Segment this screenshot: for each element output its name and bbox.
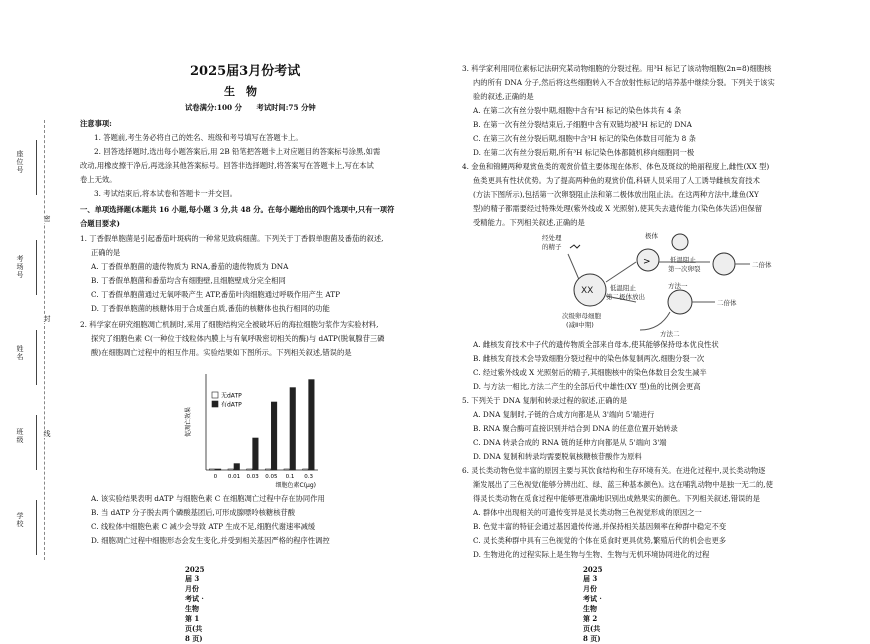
q6-option-d[interactable]: D. 生物进化的过程实际上是生物与生物、生物与无机环境协同进化的过程 bbox=[473, 550, 710, 559]
method1-label: 方法一 bbox=[668, 282, 688, 290]
q2-stem: 2. 科学家在研究细胞凋亡机制时,采用了细胞结构完全被破坏后的海拉细胞匀浆作为实验材料, bbox=[80, 320, 379, 329]
q4-stem: 鱼类更具有性状优势。为了提高两种鱼的观赏价值,科研人员采用了人工诱导雌核发育技术 bbox=[473, 176, 760, 185]
q2-option-a[interactable]: A. 该实验结果表明 dATP 与细胞色素 C 在细胞凋亡过程中存在协同作用 bbox=[91, 494, 325, 503]
q6-stem: 渐发展出了三色视觉(能够分辨出红、绿、蓝三种基本颜色)。这在哺乳动物中是独一无二的,使 bbox=[473, 480, 773, 489]
arrow-method2 bbox=[640, 312, 670, 330]
q2-option-c[interactable]: C. 线粒体中细胞色素 C 减少会导致 ATP 生成不足,细胞代谢速率减缓 bbox=[91, 522, 316, 531]
q5-option-b[interactable]: B. RNA 聚合酶可直接识别并结合到 DNA 的任意位置开始转录 bbox=[473, 424, 678, 433]
q4-stem: (方法下图所示),包括第一次卵裂阻止法和第二极体放出阻止法。在这两种方法中,雄鱼(XY bbox=[473, 190, 759, 199]
name-blank[interactable] bbox=[36, 330, 37, 385]
binding-margin bbox=[0, 0, 60, 615]
q3-option-d[interactable]: D. 在第二次有丝分裂后期,所有³H 标记染色体都随机移向细胞同一极 bbox=[473, 148, 695, 157]
note-line: 改动,用橡皮擦干净后,再选涂其他答案标号。回答非选择题时,将答案写在答题卡上,写在本试 bbox=[80, 161, 374, 170]
legend-label: 无dATP bbox=[221, 392, 242, 400]
q5-stem: 5. 下列关于 DNA 复制和转录过程的叙述,正确的是 bbox=[462, 396, 628, 405]
q3-stem: 3. 科学家利用同位素标记法研究某动物细胞的分裂过程。用³H 标记了该动物细胞(2n=8)细胞核 bbox=[462, 64, 772, 73]
apoptosis-bar-chart bbox=[180, 362, 330, 492]
bar-no-datp bbox=[247, 469, 253, 470]
q3-stem: 内的所有 DNA 分子,然后将这些细胞转入不含放射性标记的培养基中继续分裂。下列关于该实 bbox=[473, 78, 775, 87]
x-tick-label: 0.03 bbox=[246, 474, 259, 480]
notes-heading: 注意事项: bbox=[80, 119, 112, 128]
seal-char-feng: 封 bbox=[43, 315, 51, 323]
gynogenesis-diagram bbox=[540, 230, 780, 338]
arrow-sperm bbox=[568, 254, 580, 282]
class-label: 班级 bbox=[16, 428, 24, 444]
footer-right: 2025 届 3 月份考试 · 生物 第 2 页(共 8 页) bbox=[583, 565, 604, 643]
x-tick-label: 0 bbox=[213, 474, 218, 480]
q1-stem: 1. 丁香假单胞菌是引起番茄叶斑病的一种常见致病细菌。下列关于丁香假单胞菌及番茄的叙述, bbox=[80, 234, 384, 243]
sperm-label: 的精子 bbox=[542, 243, 562, 251]
legend-swatch-with-datp bbox=[212, 401, 218, 407]
chromosome-icon: > bbox=[643, 257, 651, 267]
school-label: 学校 bbox=[16, 512, 24, 528]
x-axis-label: 细胞色素C(μg) bbox=[275, 482, 316, 489]
q6-stem: 6. 灵长类动物色觉丰富的原因主要与其饮食结构和生存环境有关。在进化过程中,灵长类动物逐 bbox=[462, 466, 766, 475]
q5-option-c[interactable]: C. DNA 转录合成的 RNA 链的延伸方向都是从 5'端向 3'端 bbox=[473, 438, 667, 447]
q2-stem: 探究了细胞色素 C(一种位于线粒体内膜上与有氧呼吸密切相关的酶)与 dATP(脱氧腺苷三磷 bbox=[91, 334, 385, 343]
q4-stem: 型)的精子都需要经过特殊处理(紫外线或 X 光照射),使其失去遗传能力(染色体失活)但保留 bbox=[473, 204, 763, 213]
q3-stem: 验的叙述,正确的是 bbox=[473, 92, 534, 101]
legend-label: 有dATP bbox=[221, 401, 242, 409]
bar-no-datp bbox=[303, 469, 309, 470]
q1-option-a[interactable]: A. 丁香假单胞菌的遗传物质为 RNA,番茄的遗传物质为 DNA bbox=[91, 262, 289, 271]
q4-option-a[interactable]: A. 雌核发育技术中子代的遗传物质全部来自母本,使其能够保持母本优良性状 bbox=[473, 340, 719, 349]
polar-body-label: 极体 bbox=[645, 232, 658, 240]
q3-option-c[interactable]: C. 在第三次有丝分裂后期,细胞中含³H 标记的染色体数目可能为 8 条 bbox=[473, 134, 696, 143]
note-line: 2. 回答选择题时,选出每小题答案后,用 2B 铅笔把答题卡上对应题目的答案标号涂黑,如需 bbox=[94, 147, 381, 156]
note-line: 3. 考试结束后,将本试卷和答题卡一并交回。 bbox=[94, 189, 237, 198]
q3-option-b[interactable]: B. 在第一次有丝分裂结束后,子细胞中含有双链均被³H 标记的 DNA bbox=[473, 120, 692, 129]
bar-no-datp bbox=[284, 469, 290, 470]
seat-number-label: 座位号 bbox=[16, 150, 24, 174]
block2-label: 低温阻止 bbox=[610, 284, 636, 292]
sperm-label: 经处理 bbox=[542, 234, 562, 242]
y-axis-label: 促凋亡效果 bbox=[185, 406, 192, 438]
q2-option-d[interactable]: D. 细胞凋亡过程中细胞形态会发生变化,并受到相关基因严格的程序性调控 bbox=[91, 536, 330, 545]
subject-title: 生 物 bbox=[224, 85, 257, 98]
q5-option-d[interactable]: D. DNA 复制和转录均需要脱氧核糖核苷酸作为原料 bbox=[473, 452, 642, 461]
x-tick-label: 0.01 bbox=[227, 474, 241, 480]
q1-stem: 正确的是 bbox=[91, 248, 121, 257]
bar-with-datp bbox=[309, 380, 315, 470]
footer-left: 2025 届 3 月份考试 · 生物 第 1 页(共 8 页) bbox=[185, 565, 206, 643]
school-blank[interactable] bbox=[36, 500, 37, 555]
bar-with-datp bbox=[234, 464, 240, 470]
bar-no-datp bbox=[265, 469, 271, 470]
q1-option-d[interactable]: D. 丁香假单胞菌的核糖体用于合成蛋白质,番茄的核糖体也执行相同的功能 bbox=[91, 304, 330, 313]
sperm-icon bbox=[570, 245, 580, 248]
seat-number-blank[interactable] bbox=[36, 140, 37, 195]
method2-label: 方法二 bbox=[660, 330, 680, 338]
bar-with-datp bbox=[271, 402, 277, 470]
section-heading: 合题目要求) bbox=[80, 219, 120, 228]
q4-stem: 受精能力。下列相关叙述,正确的是 bbox=[473, 218, 585, 227]
x-tick-label: 0.1 bbox=[285, 474, 295, 480]
diploid-cell-2 bbox=[668, 290, 692, 314]
exam-meta: 试卷满分:100 分 考试时间:75 分钟 bbox=[185, 103, 316, 112]
bar-with-datp bbox=[253, 438, 259, 470]
x-tick-label: 0.3 bbox=[304, 474, 314, 480]
q6-stem: 得灵长类动物在觅食过程中能够更准确地识别出成熟果实的颜色。下列相关叙述,错误的是 bbox=[473, 494, 760, 503]
diploid-cell-1 bbox=[713, 253, 735, 275]
q4-option-c[interactable]: C. 经过紫外线或 X 光照射后的精子,其细胞核中的染色体数目会发生减半 bbox=[473, 368, 707, 377]
oocyte-label: 次级卵母细胞 bbox=[562, 312, 601, 320]
bar-no-datp bbox=[209, 469, 215, 470]
section-heading: 一、单项选择题(本题共 16 小题,每小题 3 分,共 48 分。在每小题给出的四个选项中,只有一项符 bbox=[80, 205, 395, 214]
q5-option-a[interactable]: A. DNA 复制时,子链的合成方向都是从 3'端向 5'端进行 bbox=[473, 410, 655, 419]
result-label-1: 二倍体 bbox=[752, 261, 772, 269]
x-tick-label: 0.05 bbox=[265, 474, 278, 480]
block1-label: 第一次卵裂 bbox=[668, 265, 701, 273]
bar-with-datp bbox=[215, 469, 221, 470]
q4-option-d[interactable]: D. 与方法一相比,方法二产生的全部后代中雄性(XY 型)鱼的比例会更高 bbox=[473, 382, 701, 391]
seal-char-mi: 密 bbox=[43, 215, 51, 223]
chromosome-icon: XX bbox=[581, 286, 594, 296]
block2-label: 第二极体放出 bbox=[606, 293, 645, 301]
exam-room-label: 考场号 bbox=[16, 255, 24, 279]
note-line: 1. 答题前,考生务必将自己的姓名、班级和考号填写在答题卡上。 bbox=[94, 133, 303, 142]
q6-option-c[interactable]: C. 灵长类种群中具有三色视觉的个体在觅食时更具优势,繁殖后代的机会也更多 bbox=[473, 536, 727, 545]
exam-title: 2025届3月份考试 bbox=[190, 64, 301, 79]
legend-swatch-no-datp bbox=[212, 392, 218, 398]
result-label-2: 二倍体 bbox=[717, 299, 737, 307]
q1-option-c[interactable]: C. 丁香假单胞菌通过无氧呼吸产生 ATP,番茄叶肉细胞通过呼吸作用产生 ATP bbox=[91, 290, 341, 299]
seal-char-xian: 线 bbox=[43, 430, 51, 438]
class-blank[interactable] bbox=[36, 415, 37, 470]
exam-room-blank[interactable] bbox=[36, 240, 37, 295]
arrow-up bbox=[606, 262, 636, 282]
oocyte-label: (减Ⅱ中期) bbox=[566, 321, 594, 329]
q6-option-a[interactable]: A. 群体中出现相关的可遗传变异是灵长类动物三色视觉形成的原因之一 bbox=[473, 508, 702, 517]
seal-dashed-line bbox=[44, 120, 45, 560]
q1-option-b[interactable]: B. 丁香假单胞菌和番茄均含有细胞壁,且细胞壁成分完全相同 bbox=[91, 276, 286, 285]
block1-label: 低温阻止 bbox=[670, 256, 696, 264]
note-line: 卷上无效。 bbox=[80, 175, 117, 184]
q2-option-b[interactable]: B. 当 dATP 分子脱去两个磷酸基团后,可形成腺嘌呤核糖核苷酸 bbox=[91, 508, 296, 517]
bar-no-datp bbox=[228, 469, 234, 470]
q4-option-b[interactable]: B. 雌核发育技术会导致细胞分裂过程中的染色体复制两次,细胞分裂一次 bbox=[473, 354, 705, 363]
q3-option-a[interactable]: A. 在第二次有丝分裂中期,细胞中含有³H 标记的染色体共有 4 条 bbox=[473, 106, 682, 115]
q6-option-b[interactable]: B. 色觉丰富的特征会通过基因遗传传递,并保持相关基因频率在种群中稳定不变 bbox=[473, 522, 727, 531]
q4-stem: 4. 金鱼和锦鲤两种观赏鱼类的观赏价值主要体现在体形、体色及斑纹的艳丽程度上,雌性(XX 型) bbox=[462, 162, 770, 171]
polar-body bbox=[672, 234, 688, 250]
name-label: 姓名 bbox=[16, 345, 24, 361]
bar-with-datp bbox=[290, 388, 296, 470]
q2-stem: 酸)在细胞凋亡过程中的相互作用。实验结果如下图所示。下列相关叙述,错误的是 bbox=[91, 348, 352, 357]
